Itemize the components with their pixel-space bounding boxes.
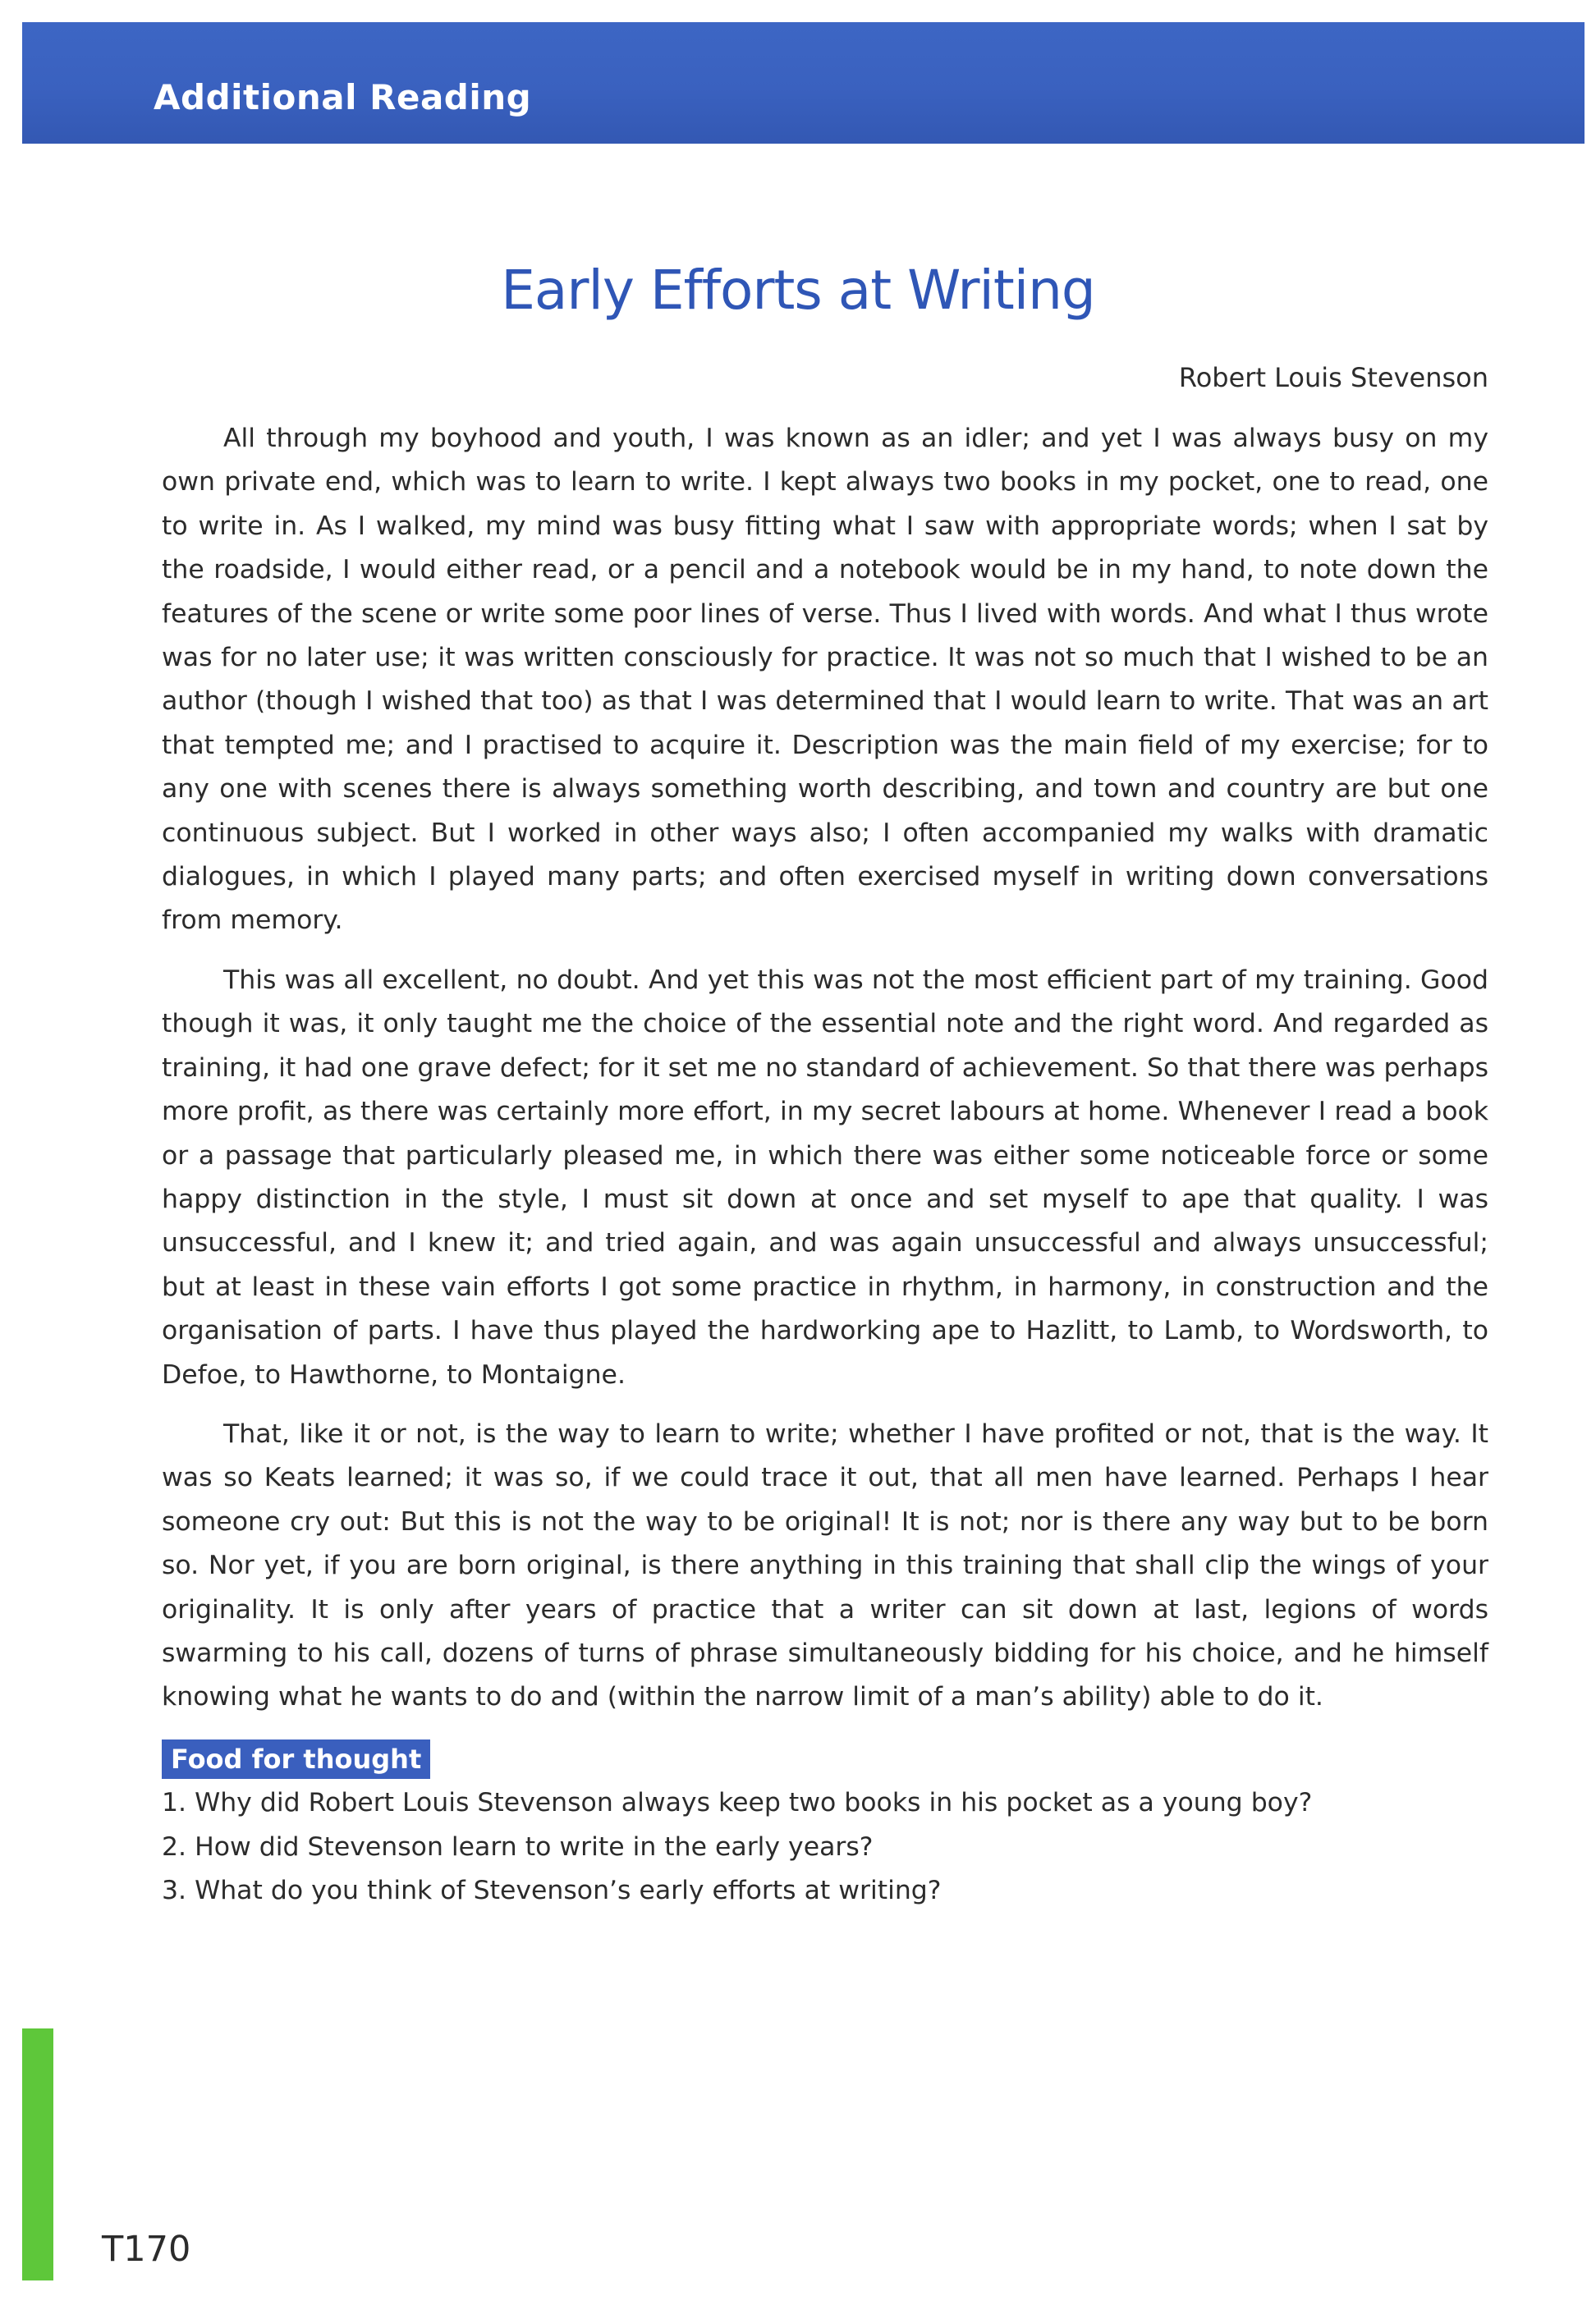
question-item: 1. Why did Robert Louis Stevenson always keep two books in his pocket as a young boy?: [162, 1788, 1313, 1817]
page-number: T170: [102, 2229, 191, 2270]
article-author: Robert Louis Stevenson: [1178, 362, 1488, 393]
question-item: 2. How did Stevenson learn to write in the early years?: [162, 1831, 874, 1862]
article-body: [162, 417, 1488, 1735]
side-accent-bar: [22, 2028, 53, 2280]
question-list: [162, 1781, 1312, 1914]
article-paragraph: This was all excellent, no doubt. And yet this was not the most efficient part of my training. Good though it was, it only taught me the choice of the essential note and the right word. And regarded as training, it had one grave defect; for it set me no standard of achievement. So that there was perhaps more profit, as there was certainly more effort, in my secret labours at home. Whenever I read a book or a passage that particularly pleased me, in which there was either some noticeable force or some happy distinction in the style, I must sit down at once and set myself to ape that quality. I was unsuccessful, and I knew it; and tried again, and was again unsuccessful and always unsuccessful; but at least in these vain efforts I got some practice in rhythm, in harmony, in construction and the organisation of parts. I have thus played the hardworking ape to Hazlitt, to Lamb, to Wordsworth, to Defoe, to Hawthorne, to Montaigne.: [162, 965, 1488, 1390]
article-paragraph: All through my boyhood and youth, I was known as an idler; and yet I was always busy on my own private end, which was to learn to write. I kept always two books in my pocket, one to read, one to write in. As I walked, my mind was busy fitting what I saw with appropriate words; when I sat by the roadside, I would either read, or a pencil and a notebook would be in my hand, to note down the features of the scene or write some poor lines of verse. Thus I lived with words. And what I thus wrote was for no later use; it was written consciously for practice. It was not so much that I wished to be an author (though I wished that too) as that I was determined that I would learn to write. That was an art that tempted me; and I practised to acquire it. Description was the main field of my exercise; for to any one with scenes there is always something worth describing, and town and country are but one continuous subject. But I worked in other ways also; I often accompanied my walks with dramatic dialogues, in which I played many parts; and often exercised myself in writing down conversations from memory.: [162, 424, 1488, 936]
section-label: Additional Reading: [154, 77, 532, 117]
article-paragraph: That, like it or not, is the way to learn to write; whether I have profited or not, that is the way. It was so Keats learned; it was so, if we could trace it out, that all men have learned. Perhaps I hear someone cry out: But this is not the way to be original! It is not; nor is there any way but to be born so. Nor yet, if you are born original, is there anything in this training that shall clip the wings of your originality. It is only after years of practice that a writer can sit down at last, legions of words swarming to his call, dozens of turns of phrase simultaneously bidding for his choice, and he himself knowing what he wants to do and (within the narrow limit of a man’s ability) able to do it.: [162, 1419, 1488, 1712]
food-for-thought-label: Food for thought: [162, 1740, 430, 1779]
question-item: 3. What do you think of Stevenson’s early efforts at writing?: [162, 1876, 942, 1905]
article-title: Early Efforts at Writing: [501, 259, 1095, 322]
